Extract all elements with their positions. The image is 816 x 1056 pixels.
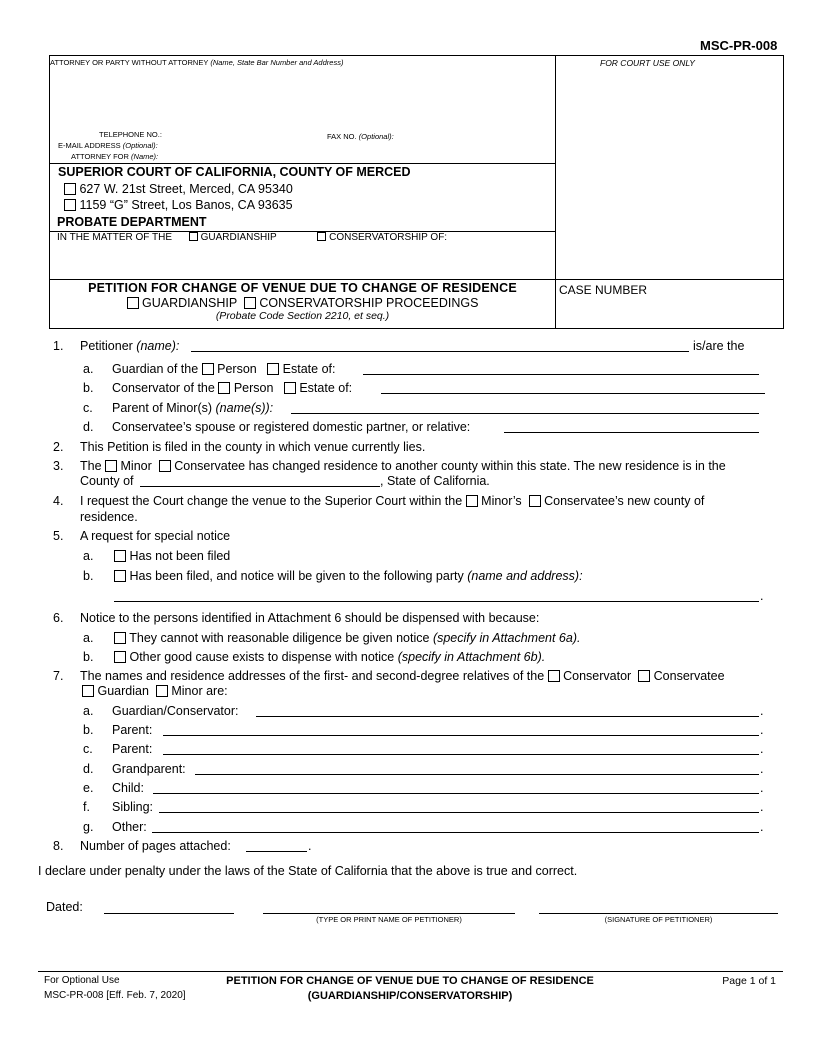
relative-e-letter: e. [83, 781, 94, 795]
item-6b-text: Other good cause exists to dispense with notice (specify in Attachment 6b). [114, 650, 545, 664]
title-conservatorship-checkbox[interactable] [244, 297, 256, 309]
signature-field[interactable] [539, 913, 778, 914]
item-6-number: 6. [53, 611, 64, 625]
footer-optional: For Optional Use [44, 975, 120, 986]
relative-a-field[interactable] [256, 716, 759, 717]
relative-c-field[interactable] [163, 754, 759, 755]
telephone-label: TELEPHONE NO.: [99, 130, 162, 139]
item-6a-letter: a. [83, 631, 94, 645]
guardian-estate-field[interactable] [363, 374, 759, 375]
item-1b-label: Conservator of the Person Estate of: [112, 381, 353, 395]
item-3-conservatee-checkbox[interactable] [159, 460, 171, 472]
court-use-label: FOR COURT USE ONLY [600, 58, 695, 68]
relative-f-field[interactable] [159, 812, 759, 813]
relative-b-letter: b. [83, 723, 94, 737]
item-4-residence: residence. [80, 510, 138, 524]
item-7-minor-checkbox[interactable] [156, 685, 168, 697]
item-6a-text: They cannot with reasonable diligence be given notice (specify in Attachment 6a). [114, 631, 580, 645]
relative-d-field[interactable] [195, 774, 759, 775]
item-6-text: Notice to the persons identified in Attachment 6 should be dispensed with because: [80, 611, 540, 625]
title-guardianship-checkbox[interactable] [127, 297, 139, 309]
item-1b-letter: b. [83, 381, 94, 395]
address-merced: 627 W. 21st Street, Merced, CA 95340 [64, 182, 293, 196]
relative-e-label: Child: [112, 781, 144, 795]
good-cause-checkbox[interactable] [114, 651, 126, 663]
item-4-number: 4. [53, 494, 64, 508]
item-8-text: Number of pages attached: [80, 839, 231, 853]
case-number-label: CASE NUMBER [559, 283, 648, 297]
notice-party-field[interactable] [114, 601, 759, 602]
signature-label: (SIGNATURE OF PETITIONER) [604, 915, 713, 924]
pages-attached-period: . [308, 839, 312, 853]
matter-line: IN THE MATTER OF THE GUARDIANSHIP CONSERVATORSHIP OF: [57, 232, 448, 243]
not-filed-checkbox[interactable] [114, 550, 126, 562]
relative-d-period: . [760, 762, 764, 776]
item-1a-letter: a. [83, 362, 94, 376]
date-field[interactable] [104, 913, 234, 914]
conservator-person-checkbox[interactable] [218, 382, 230, 394]
page-number: Page 1 of 1 [722, 975, 776, 987]
attorney-for-label: ATTORNEY FOR (Name): [71, 152, 159, 161]
item-7-conservatee-checkbox[interactable] [638, 670, 650, 682]
matter-guardianship-checkbox[interactable] [189, 232, 198, 241]
relative-d-label: Grandparent: [112, 762, 186, 776]
item-1d-letter: d. [83, 420, 94, 434]
item-5a-text: Has not been filed [114, 549, 230, 563]
item-5-number: 5. [53, 529, 64, 543]
merced-checkbox[interactable] [64, 183, 76, 195]
relative-b-period: . [760, 723, 764, 737]
footer-effective: MSC-PR-008 [Eff. Feb. 7, 2020] [44, 990, 186, 1001]
item-3-minor-checkbox[interactable] [105, 460, 117, 472]
relative-a-label: Guardian/Conservator: [112, 704, 239, 718]
relative-c-letter: c. [83, 742, 93, 756]
relative-g-period: . [760, 820, 764, 834]
relative-field[interactable] [504, 432, 759, 433]
item-1a-label: Guardian of the Person Estate of: [112, 362, 336, 376]
print-name-field[interactable] [263, 913, 515, 914]
title-divider [49, 279, 784, 280]
los-banos-checkbox[interactable] [64, 199, 76, 211]
item-3-text: The Minor Conservatee has changed residence to another county within this state. The new residence is in the [80, 459, 726, 473]
relative-e-period: . [760, 781, 764, 795]
item-8-number: 8. [53, 839, 64, 853]
conservator-estate-checkbox[interactable] [284, 382, 296, 394]
item-4-conservatee-checkbox[interactable] [529, 495, 541, 507]
relative-f-period: . [760, 800, 764, 814]
guardian-estate-checkbox[interactable] [267, 363, 279, 375]
attorney-divider [49, 163, 556, 164]
item-1c-label: Parent of Minor(s) (name(s)): [112, 401, 274, 415]
filed-checkbox[interactable] [114, 570, 126, 582]
item-7-number: 7. [53, 669, 64, 683]
conservator-estate-field[interactable] [381, 393, 765, 394]
matter-conservatorship-checkbox[interactable] [317, 232, 326, 241]
print-name-label: (TYPE OR PRINT NAME OF PETITIONER) [316, 915, 462, 924]
item-5b-text: Has been filed, and notice will be given to the following party (name and address): [114, 569, 583, 583]
item-5-text: A request for special notice [80, 529, 231, 543]
item-7-text-2: Guardian Minor are: [82, 684, 228, 698]
item-2-number: 2. [53, 440, 64, 454]
item-1-suffix: is/are the [693, 339, 745, 353]
petitioner-name-field[interactable] [191, 351, 689, 352]
relative-b-label: Parent: [112, 723, 153, 737]
relative-b-field[interactable] [163, 735, 759, 736]
address-los-banos: 1159 “G” Street, Los Banos, CA 93635 [64, 198, 293, 212]
diligence-checkbox[interactable] [114, 632, 126, 644]
item-5b-letter: b. [83, 569, 94, 583]
email-label: E-MAIL ADDRESS (Optional): [58, 141, 158, 150]
minor-names-field[interactable] [291, 413, 759, 414]
relative-g-label: Other: [112, 820, 147, 834]
form-number: MSC-PR-008 [700, 38, 778, 53]
declaration: I declare under penalty under the laws of the State of California that the above is true and correct. [38, 864, 578, 878]
relative-c-period: . [760, 742, 764, 756]
item-1-number: 1. [53, 339, 64, 353]
attorney-label: ATTORNEY OR PARTY WITHOUT ATTORNEY (Name, State Bar Number and Address) [50, 58, 344, 67]
item-3-state: , State of California. [380, 474, 490, 488]
item-4-minor-checkbox[interactable] [466, 495, 478, 507]
relative-e-field[interactable] [153, 793, 759, 794]
relative-g-letter: g. [83, 820, 94, 834]
relative-g-field[interactable] [152, 832, 759, 833]
item-3-county-label: County of [80, 474, 134, 488]
new-county-field[interactable] [140, 486, 380, 487]
dated-label: Dated: [46, 900, 83, 914]
guardian-person-checkbox[interactable] [202, 363, 214, 375]
fax-label: FAX NO. (Optional): [327, 132, 394, 141]
relative-f-letter: f. [83, 800, 90, 814]
item-1c-letter: c. [83, 401, 93, 415]
item-5a-letter: a. [83, 549, 94, 563]
footer-title: PETITION FOR CHANGE OF VENUE DUE TO CHANGE OF RESIDENCE (GUARDIANSHIP/CONSERVATORSHIP) [226, 975, 594, 1002]
item-3-number: 3. [53, 459, 64, 473]
item-1d-label: Conservatee’s spouse or registered domestic partner, or relative: [112, 420, 471, 434]
pages-attached-field[interactable] [246, 851, 307, 852]
relative-d-letter: d. [83, 762, 94, 776]
footer-rule [38, 971, 783, 972]
relative-a-period: . [760, 704, 764, 718]
item-2-text: This Petition is filed in the county in which venue currently lies. [80, 440, 426, 454]
relative-c-label: Parent: [112, 742, 153, 756]
item-7-conservator-checkbox[interactable] [548, 670, 560, 682]
item-4-text: I request the Court change the venue to the Superior Court within the Minor’s Conservatee’s new county of [80, 494, 705, 508]
relative-a-letter: a. [83, 704, 94, 718]
relative-f-label: Sibling: [112, 800, 153, 814]
petition-title: PETITION FOR CHANGE OF VENUE DUE TO CHANGE OF RESIDENCE GUARDIANSHIP CONSERVATORSHIP PROCEEDINGS (Probate Code Section 2210, et seq.) [88, 281, 517, 322]
item-7-guardian-checkbox[interactable] [82, 685, 94, 697]
probate-department: PROBATE DEPARTMENT [57, 215, 207, 229]
item-6b-letter: b. [83, 650, 94, 664]
item-1-label: Petitioner (name): [80, 339, 180, 353]
notice-party-period: . [760, 589, 764, 603]
court-name: SUPERIOR COURT OF CALIFORNIA, COUNTY OF MERCED [58, 165, 411, 179]
item-7-text: The names and residence addresses of the first- and second-degree relatives of the Conservator Conservatee [80, 669, 725, 683]
